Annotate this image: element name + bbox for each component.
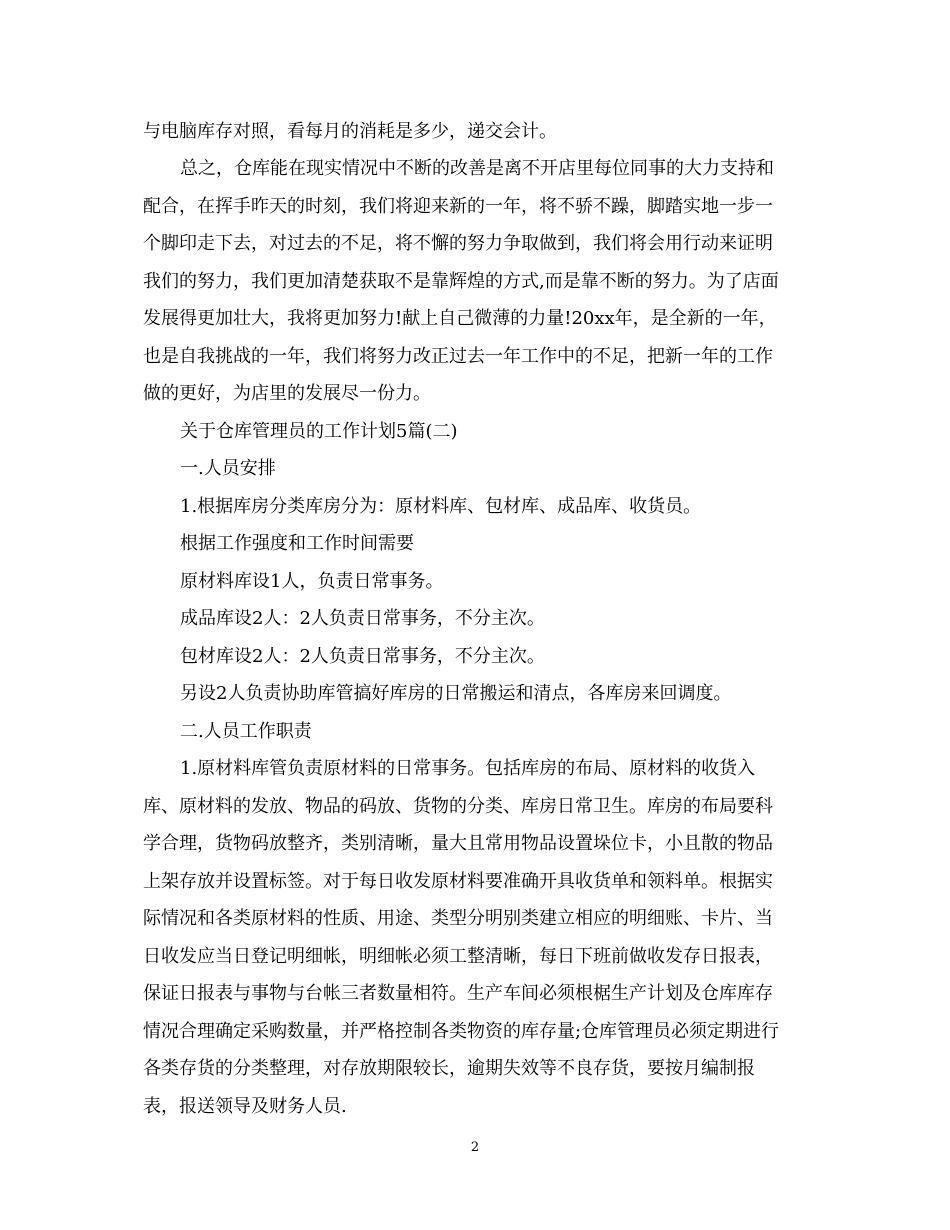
section-heading: 二.人员工作职责: [180, 721, 312, 742]
text-line: 1.原材料库管负责原材料的日常事务。包括库房的布局、原材料的收货入: [180, 758, 756, 779]
section-title: 关于仓库管理员的工作计划5篇(二): [180, 421, 458, 442]
section-heading: 一.人员安排: [180, 458, 276, 479]
text-line: 与电脑库存对照，看每月的消耗是多少，递交会计。: [143, 121, 557, 142]
text-line: 上架存放并设置标签。对于每日收发原材料要准确开具收货单和领料单。根据实: [143, 871, 773, 892]
text-line: 日收发应当日登记明细帐，明细帐必须工整清晰，每日下班前做收发存日报表，: [143, 946, 773, 967]
text-line: 另设2人负责协助库管搞好库房的日常搬运和清点，各库房来回调度。: [180, 683, 732, 704]
text-line: 总之，仓库能在现实情况中不断的改善是离不开店里每位同事的大力支持和: [180, 158, 774, 179]
text-line: 际情况和各类原材料的性质、用途、类型分明别类建立相应的明细账、卡片、当: [143, 908, 773, 929]
text-line: 表，报送领导及财务人员.: [143, 1096, 347, 1117]
page-number: 2: [470, 1140, 480, 1155]
text-line: 库、原材料的发放、物品的码放、货物的分类、库房日常卫生。库房的布局要科: [143, 796, 773, 817]
text-line: 1.根据库房分类库房分为：原材料库、包材库、成品库、收货员。: [180, 496, 702, 517]
text-line: 我们的努力，我们更加清楚获取不是靠辉煌的方式,而是靠不断的努力。为了店面: [143, 271, 779, 292]
text-line: 也是自我挑战的一年，我们将努力改正过去一年工作中的不足，把新一年的工作: [143, 346, 773, 367]
text-line: 配合，在挥手昨天的时刻，我们将迎来新的一年，将不骄不躁，脚踏实地一步一: [143, 196, 773, 217]
text-line: 成品库设2人：2人负责日常事务，不分主次。: [180, 608, 545, 629]
text-line: 根据工作强度和工作时间需要: [180, 533, 414, 554]
text-line: 包材库设2人：2人负责日常事务，不分主次。: [180, 646, 545, 667]
text-line: 做的更好，为店里的发展尽一份力。: [143, 383, 431, 404]
text-line: 学合理，货物码放整齐，类别清晰，量大且常用物品设置垛位卡，小且散的物品: [143, 833, 773, 854]
text-line: 发展得更加壮大，我将更加努力!献上自己微薄的力量!20xx年，是全新的一年，: [143, 308, 777, 329]
text-line: 各类存货的分类整理，对存放期限较长，逾期失效等不良存货，要按月编制报: [143, 1058, 755, 1079]
text-line: 个脚印走下去，对过去的不足，将不懈的努力争取做到，我们将会用行动来证明: [143, 233, 773, 254]
text-line: 保证日报表与事物与台帐三者数量相符。生产车间必须根椐生产计划及仓库库存: [143, 983, 773, 1004]
text-line: 情况合理确定采购数量，并严格控制各类物资的库存量;仓库管理员必须定期进行: [143, 1021, 780, 1042]
text-line: 原材料库设1人，负责日常事务。: [180, 571, 444, 592]
